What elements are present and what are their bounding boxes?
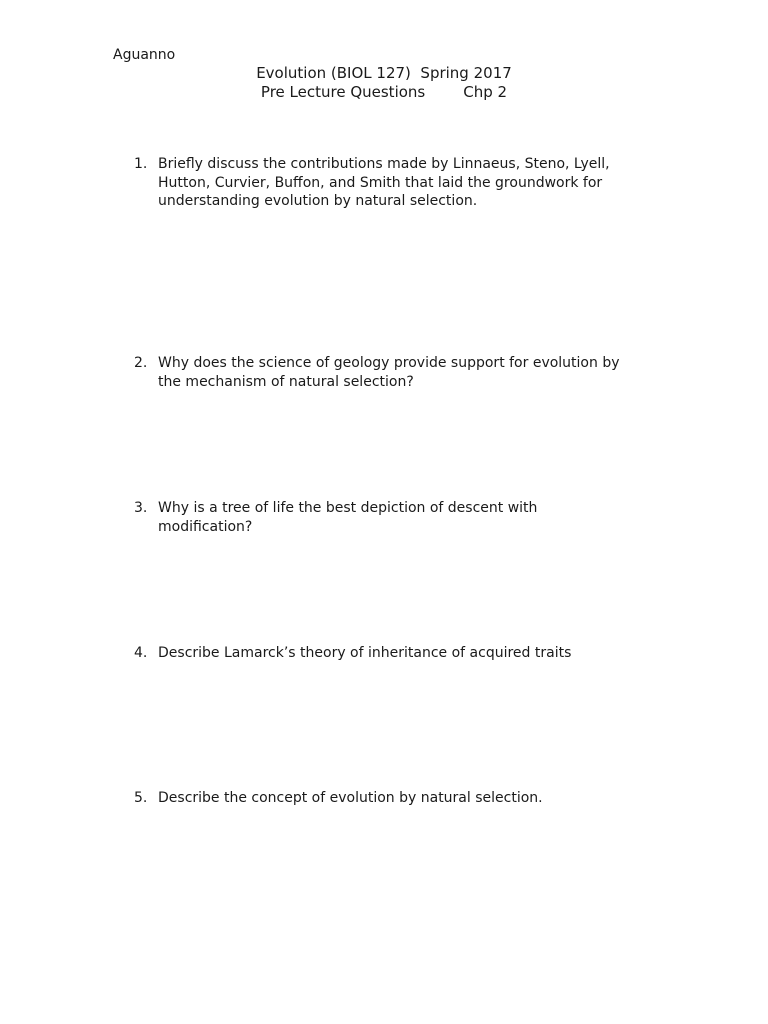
question-text: Briefly discuss the contributions made by Linnaeus, Steno, Lyell, Hutton, Curvier, Buffon, and Smith that laid the groundwork for understanding evolution by natural selection.	[158, 156, 610, 209]
question-text: Why is a tree of life the best depiction of descent with modification?	[158, 500, 538, 535]
question-text: Describe the concept of evolution by natural selection.	[158, 790, 543, 806]
question-item	[134, 499, 674, 536]
question-number: 4.	[134, 645, 148, 661]
question-item	[134, 155, 674, 211]
question-number: 3.	[134, 500, 148, 516]
question-number: 1.	[134, 156, 148, 172]
course-title: Evolution (BIOL 127) Spring 2017	[256, 64, 512, 82]
question-number: 2.	[134, 355, 148, 371]
question-text: Describe Lamarck’s theory of inheritance of acquired traits	[158, 645, 572, 661]
chapter-label: Chp 2	[463, 83, 508, 101]
question-number: 5.	[134, 790, 148, 806]
question-item	[134, 789, 674, 808]
document-subtitle: Pre Lecture Questions	[260, 83, 426, 101]
document-subtitle-line	[0, 83, 768, 102]
question-text: Why does the science of geology provide support for evolution by the mechanism of natural selection?	[158, 355, 620, 390]
author-name: Aguanno	[113, 47, 176, 63]
question-item	[134, 644, 674, 663]
question-item	[134, 354, 674, 391]
